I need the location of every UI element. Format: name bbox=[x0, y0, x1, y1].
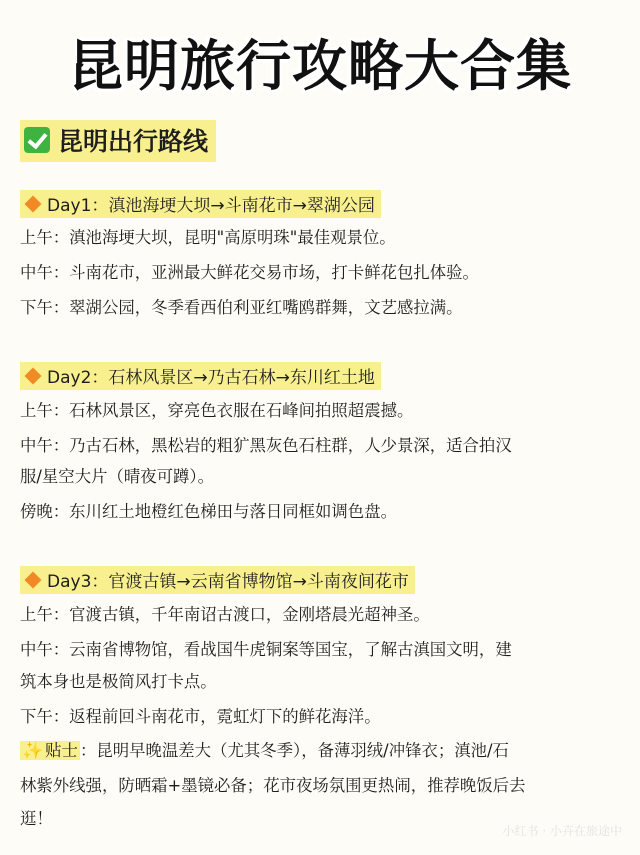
day3-header bbox=[20, 566, 415, 594]
day2-line-2: 中午：乃古石林，黑松岩的粗犷黑灰色石柱群，人少景深，适合拍汉 bbox=[20, 436, 512, 455]
tip-text: ：昆明早晚温差大（尤其冬季），备薄羽绒/冲锋衣；滇池/石 bbox=[79, 741, 509, 760]
orange-diamond-icon bbox=[25, 195, 42, 212]
day2-line-4: 傍晚：东川红土地橙红色梯田与落日同框如调色盘。 bbox=[20, 502, 397, 521]
sparkles-icon: ✨ bbox=[22, 741, 44, 761]
day1-header-text: Day1：滇池海埂大坝→斗南花市→翠湖公园 bbox=[47, 196, 375, 216]
check-mark-icon bbox=[24, 127, 50, 153]
tip-label: 贴士 bbox=[45, 741, 78, 760]
day3-line-4: 下午：返程前回斗南花市，霓虹灯下的鲜花海洋。 bbox=[20, 707, 381, 726]
day2-header-text: Day2：石林风景区→乃古石林→东川红土地 bbox=[47, 368, 375, 388]
orange-diamond-icon bbox=[25, 571, 42, 588]
page-title: 昆明旅行攻略大合集 bbox=[67, 34, 572, 98]
day2-line-1: 上午：石林风景区，穿亮色衣服在石峰间拍照超震撼。 bbox=[20, 401, 414, 420]
day3-line-3: 筑本身也是极简风打卡点。 bbox=[20, 672, 217, 691]
day2-line-3: 服/星空大片（晴夜可蹲）。 bbox=[20, 467, 215, 486]
tip-line-1 bbox=[20, 733, 620, 769]
day1-line-3: 下午：翠湖公园，冬季看西伯利亚红嘴鸥群舞，文艺感拉满。 bbox=[20, 298, 463, 317]
orange-diamond-icon bbox=[25, 367, 42, 384]
tip-line-2: 林紫外线强，防晒霜+墨镜必备；花市夜场氛围更热闹，推荐晚饭后去 bbox=[20, 776, 526, 795]
watermark: 小红书 · 小卉在旅途中 bbox=[502, 824, 622, 838]
day3-header-text: Day3：官渡古镇→云南省博物馆→斗南夜间花市 bbox=[47, 572, 409, 592]
day1-line-2: 中午：斗南花市，亚洲最大鲜花交易市场，打卡鲜花包扎体验。 bbox=[20, 263, 479, 282]
day3-line-2: 中午：云南省博物馆，看战国牛虎铜案等国宝，了解古滇国文明，建 bbox=[20, 640, 512, 659]
day2-header bbox=[20, 362, 381, 390]
day1-line-1: 上午：滇池海埂大坝，昆明"高原明珠"最佳观景位。 bbox=[20, 228, 396, 247]
tip-label-wrap bbox=[20, 741, 80, 760]
section-heading-label: 昆明出行路线 bbox=[58, 127, 209, 156]
section-heading bbox=[20, 120, 216, 162]
tip-line-3: 逛！ bbox=[20, 809, 53, 828]
day3-line-1: 上午：官渡古镇，千年南诏古渡口，金刚塔晨光超神圣。 bbox=[20, 605, 430, 624]
day1-header bbox=[20, 190, 381, 218]
